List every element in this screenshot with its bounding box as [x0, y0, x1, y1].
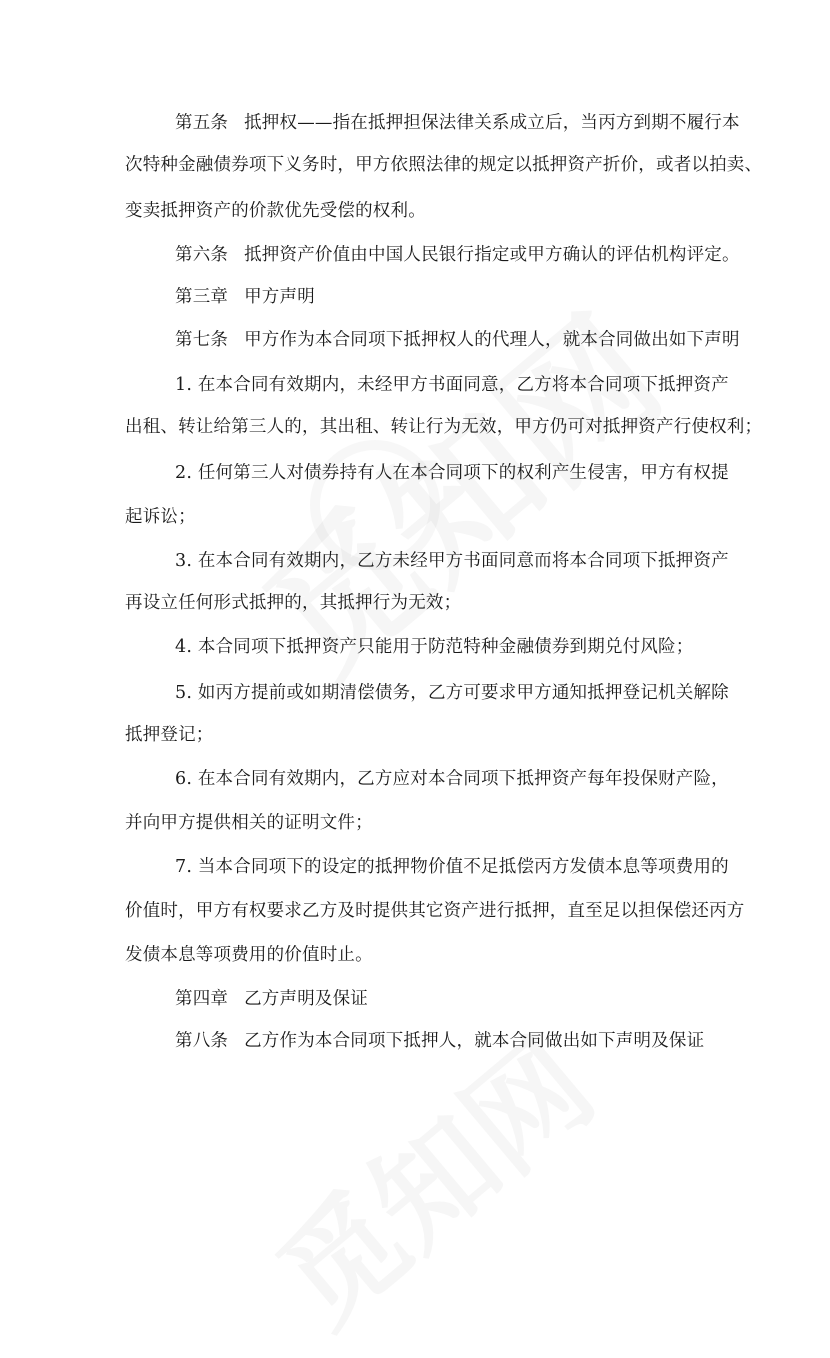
clause-7-line-1: 7. 当本合同项下的设定的抵押物价值不足抵偿丙方发债本息等项费用的 — [175, 857, 729, 877]
clause-7-line-3: 发债本息等项费用的价值时止。 — [125, 945, 373, 965]
article-5-line-1 — [175, 111, 740, 135]
clause-5-line-2: 抵押登记； — [125, 725, 214, 745]
article-label: 第八条 — [175, 1031, 229, 1051]
chapter-3-heading — [175, 285, 315, 309]
clause-5-line-1: 5. 如丙方提前或如期清偿债务，乙方可要求甲方通知抵押登记机关解除 — [175, 683, 729, 703]
article-text: 甲方作为本合同项下抵押权人的代理人，就本合同做出如下声明 — [244, 330, 740, 350]
clause-6-line-1: 6. 在本合同有效期内，乙方应对本合同项下抵押资产每年投保财产险， — [175, 769, 729, 789]
article-label: 第五条 — [175, 113, 229, 133]
article-5-line-3: 变卖抵押资产的价款优先受偿的权利。 — [125, 201, 426, 221]
clause-6-line-2: 并向甲方提供相关的证明文件； — [125, 813, 373, 833]
chapter-4-heading — [175, 987, 368, 1011]
clause-3-line-1: 3. 在本合同有效期内，乙方未经甲方书面同意而将本合同项下抵押资产 — [175, 551, 729, 571]
clause-4: 4. 本合同项下抵押资产只能用于防范特种金融债券到期兑付风险； — [175, 637, 694, 657]
chapter-label: 第三章 — [175, 287, 229, 307]
clause-2-line-2: 起诉讼； — [125, 507, 196, 527]
clause-1-line-1: 1. 在本合同有效期内，未经甲方书面同意，乙方将本合同项下抵押资产 — [175, 375, 729, 395]
clause-3-line-2: 再设立任何形式抵押的，其抵押行为无效； — [125, 593, 462, 613]
article-text: 抵押资产价值由中国人民银行指定或甲方确认的评估机构评定。 — [244, 245, 740, 265]
article-text: 抵押权——指在抵押担保法律关系成立后，当丙方到期不履行本 — [244, 113, 740, 133]
article-5-line-2: 次特种金融债券项下义务时，甲方依照法律的规定以抵押资产折价，或者以拍卖、 — [125, 155, 763, 175]
chapter-title: 乙方声明及保证 — [244, 989, 369, 1009]
article-7 — [175, 328, 740, 352]
chapter-label: 第四章 — [175, 989, 229, 1009]
chapter-title: 甲方声明 — [244, 287, 315, 307]
article-label: 第七条 — [175, 330, 229, 350]
article-label: 第六条 — [175, 245, 229, 265]
article-text: 乙方作为本合同项下抵押人，就本合同做出如下声明及保证 — [244, 1031, 705, 1051]
clause-2-line-1: 2. 任何第三人对债券持有人在本合同项下的权利产生侵害，甲方有权提 — [175, 463, 729, 483]
clause-1-line-2: 出租、转让给第三人的，其出租、转让行为无效，甲方仍可对抵押资产行使权利； — [125, 417, 763, 437]
article-8 — [175, 1029, 704, 1053]
clause-7-line-2: 价值时，甲方有权要求乙方及时提供其它资产进行抵押，直至足以担保偿还丙方 — [125, 901, 745, 921]
article-6 — [175, 243, 740, 267]
